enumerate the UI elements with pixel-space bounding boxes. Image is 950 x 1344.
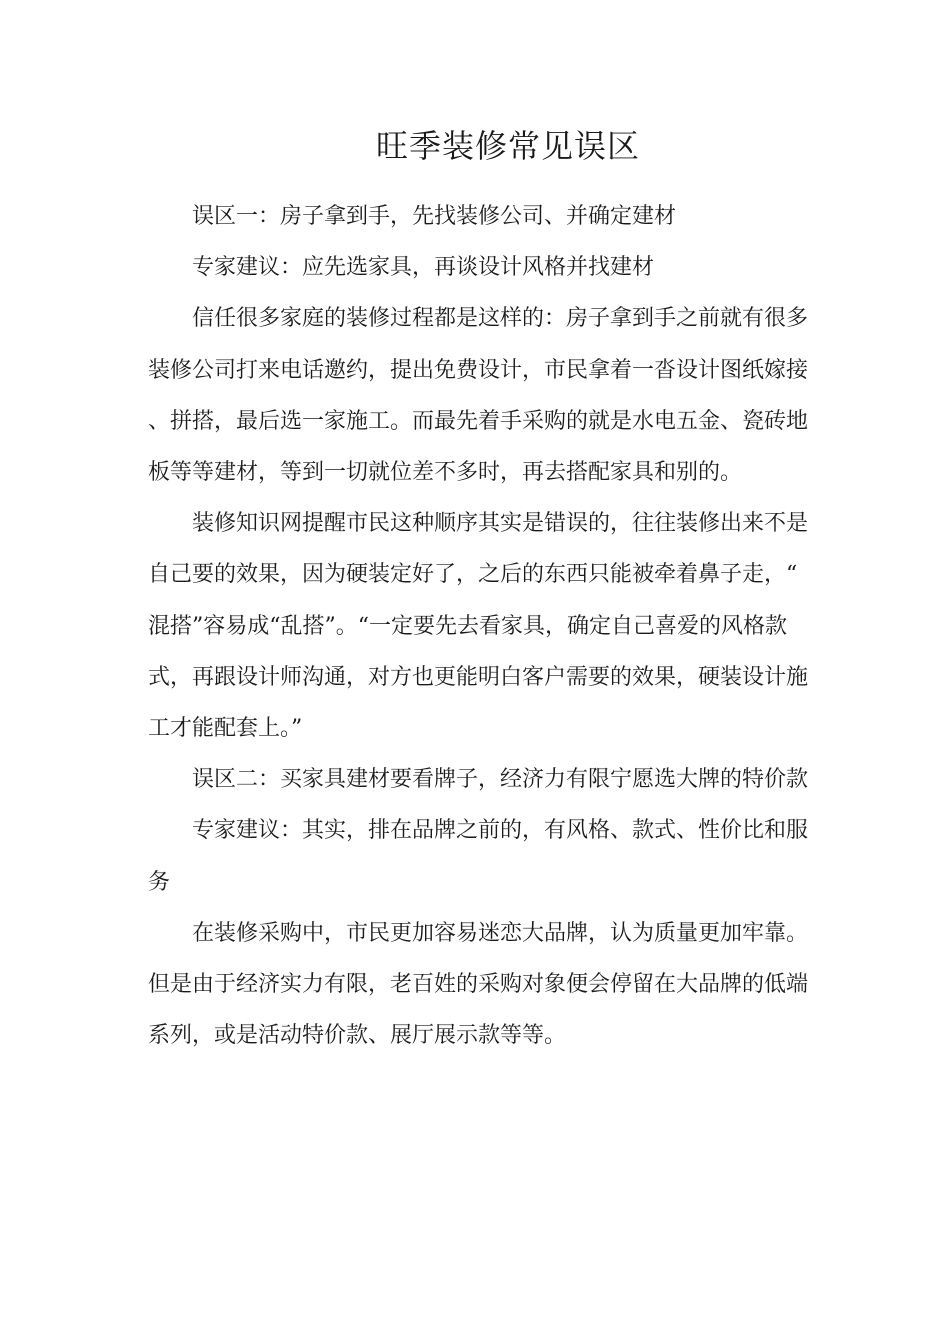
paragraph-body-3: 在装修采购中，市民更加容易迷恋大品牌，认为质量更加牢靠。但是由于经济实力有限，老百姓的采购对象便会停留在大品牌的低端系列，或是活动特价款、展厅展示款等等。 [148,920,809,1049]
document-body [148,191,808,1061]
document-title: 旺季装修常见误区 [375,127,640,165]
paragraph-misconception-1: 误区一：房子拿到手，先找装修公司、并确定建材 [192,204,677,229]
paragraph-body-2: 装修知识网提醒市民这种顺序其实是错误的，往往装修出来不是自己要的效果，因为硬装定好了，之后的东西只能被牵着鼻子走，“混搭”容易成“乱搭”。“一定要先去看家具，确定自己喜爱的风格款式，再跟设计师沟通，对方也更能明白客户需要的效果，硬装设计施工才能配套上。” [148,511,809,742]
paragraph-expert-advice-1: 专家建议：应先选家具，再谈设计风格并找建材 [192,255,655,281]
paragraph-body-1: 信任很多家庭的装修过程都是这样的：房子拿到手之前就有很多装修公司打来电话邀约，提出免费设计，市民拿着一沓设计图纸嫁接、拼搭，最后选一家施工。而最先着手采购的就是水电五金、瓷砖地板等等建材，等到一切就位差不多时，再去搭配家具和别的。 [148,306,809,486]
paragraph-expert-advice-2: 专家建议：其实，排在品牌之前的，有风格、款式、性价比和服务 [148,818,809,895]
paragraph-misconception-2: 误区二：买家具建材要看牌子，经济力有限宁愿选大牌的特价款 [192,767,809,793]
